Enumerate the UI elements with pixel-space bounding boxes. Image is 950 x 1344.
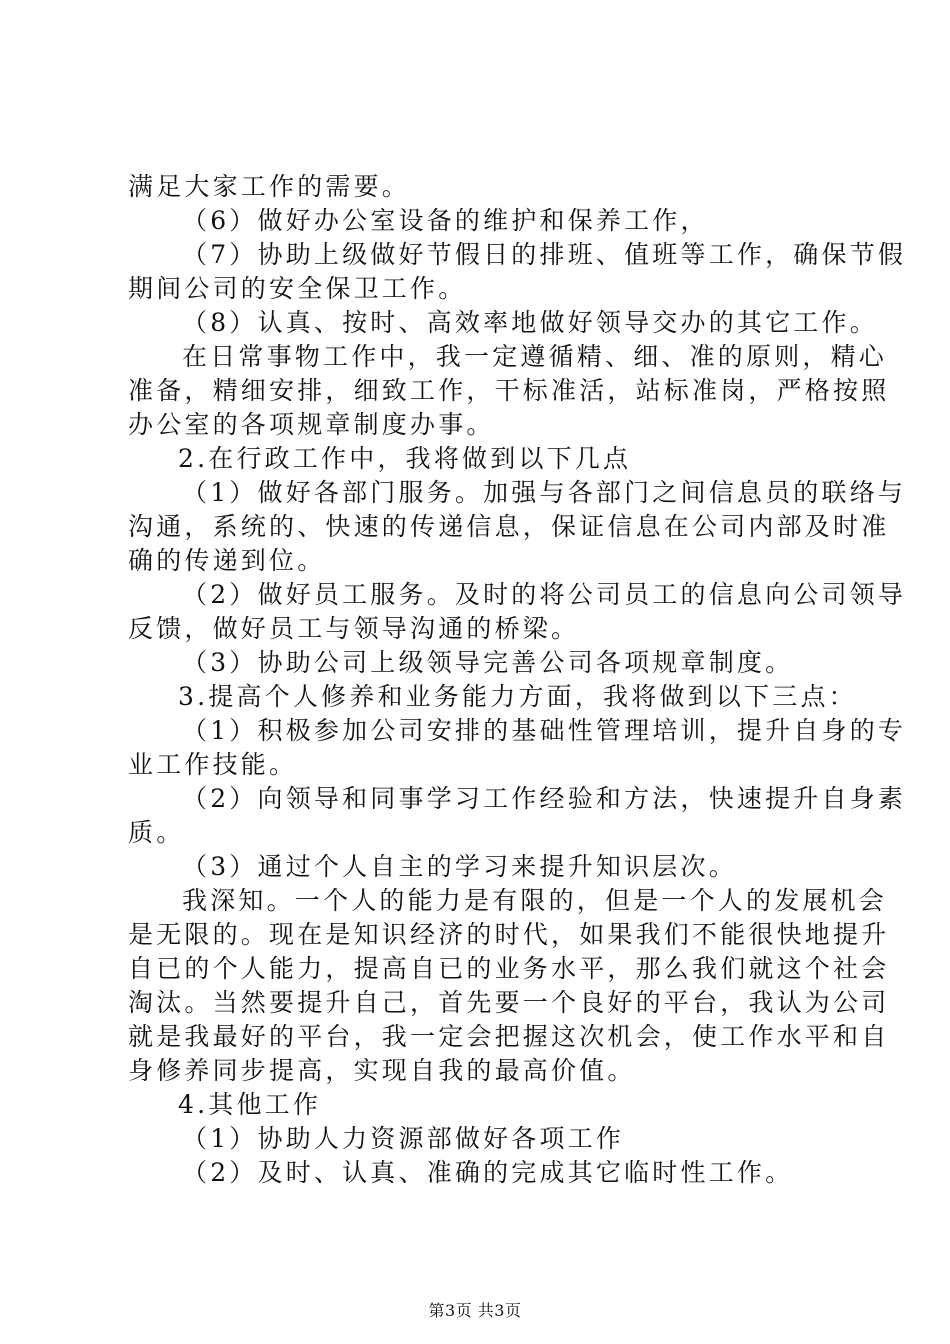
body-line: 质。: [128, 818, 185, 847]
body-line: 业工作技能。: [128, 750, 298, 779]
body-line: （1）积极参加公司安排的基础性管理培训，提升自身的专: [182, 716, 907, 745]
body-line: （2）及时、认真、准确的完成其它临时性工作。: [182, 1158, 794, 1187]
section-heading: 4.其他工作: [178, 1090, 322, 1119]
body-line: 确的传递到位。: [128, 546, 326, 575]
body-line: （2）做好员工服务。及时的将公司员工的信息向公司领导: [182, 580, 907, 609]
body-line: （1）协助人力资源部做好各项工作: [182, 1124, 625, 1153]
body-line: （3）协助公司上级领导完善公司各项规章制度。: [182, 648, 794, 677]
page-footer: 第3页 共3页: [428, 1301, 522, 1320]
body-line: 期间公司的安全保卫工作。: [128, 274, 467, 303]
body-line: 办公室的各项规章制度办事。: [128, 410, 495, 439]
body-line: （8）认真、按时、高效率地做好领导交办的其它工作。: [182, 308, 878, 337]
body-line: 在日常事物工作中，我一定遵循精、细、准的原则，精心: [182, 342, 888, 371]
body-line: 身修养同步提高，实现自我的最高价值。: [128, 1056, 636, 1085]
body-line: （1）做好各部门服务。加强与各部门之间信息员的联络与: [182, 478, 907, 507]
section-heading: 2.在行政工作中，我将做到以下几点: [178, 444, 632, 473]
body-line: 就是我最好的平台，我一定会把握这次机会，使工作水平和自: [128, 1022, 890, 1051]
body-line: 是无限的。现在是知识经济的时代，如果我们不能很快地提升: [128, 920, 890, 949]
body-line: 我深知。一个人的能力是有限的，但是一个人的发展机会: [182, 886, 888, 915]
body-line: （6）做好办公室设备的维护和保养工作，: [182, 206, 709, 235]
body-line: 自已的个人能力，提高自已的业务水平，那么我们就这个社会: [128, 954, 890, 983]
body-line: 反馈，做好员工与领导沟通的桥梁。: [128, 614, 580, 643]
body-line: （2）向领导和同事学习工作经验和方法，快速提升自身素: [182, 784, 907, 813]
body-line: 沟通，系统的、快速的传递信息，保证信息在公司内部及时准: [128, 512, 890, 541]
body-line: 淘汰。当然要提升自己，首先要一个良好的平台，我认为公司: [128, 988, 890, 1017]
section-heading: 3.提高个人修养和业务能力方面，我将做到以下三点：: [178, 682, 857, 711]
body-line: （7）协助上级做好节假日的排班、值班等工作，确保节假: [182, 240, 907, 269]
body-line: （3）通过个人自主的学习来提升知识层次。: [182, 852, 737, 881]
body-line: 满足大家工作的需要。: [128, 172, 411, 201]
body-line: 准备，精细安排，细致工作，干标准活，站标准岗，严格按照: [128, 376, 890, 405]
